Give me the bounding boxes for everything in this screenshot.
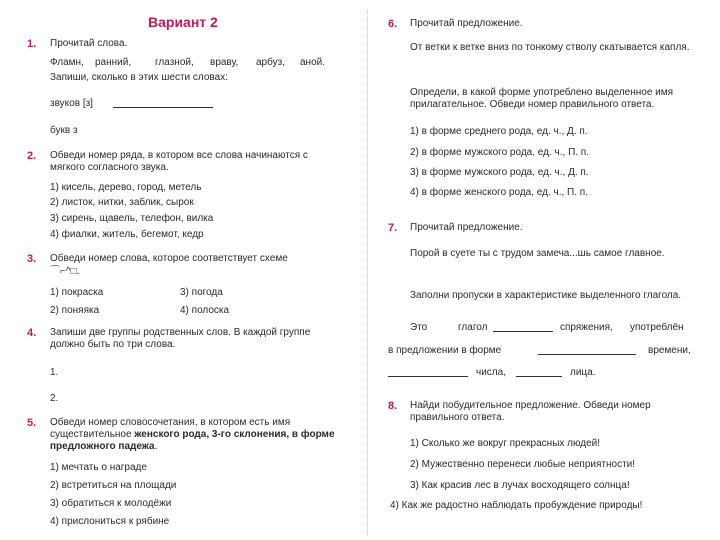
q7-text: Это [410, 322, 428, 333]
q5-bold-text: женского рода, 3-го склонения, [134, 429, 290, 440]
q5-option[interactable]: 3) обратиться к молодёжи [50, 498, 172, 509]
q3-option[interactable]: 1) покраска [50, 287, 104, 298]
q1-word: враву, [210, 57, 239, 68]
q5-text: Обведи номер словосочетания, в котором есть имя существительное [50, 417, 291, 440]
q2-option[interactable]: 3) сирень, щавель, телефон, вилка [50, 213, 214, 224]
q3-option[interactable]: 4) полоска [180, 305, 230, 316]
q5-number: 5. [27, 417, 37, 429]
q7-blank[interactable] [516, 376, 562, 377]
q8-option[interactable]: 2) Мужественно перенеси любые неприятности! [410, 459, 636, 470]
q7-text: глагол [458, 322, 488, 333]
q6-sentence: От ветки к ветке вниз по тонкому стволу скатывается капля. [410, 42, 690, 53]
q8-option[interactable]: 3) Как красив лес в лучах восходящего солнца! [410, 480, 630, 491]
q5-bold-text-2: в форме предложного падежа [50, 429, 335, 452]
q3-option[interactable]: 2) поняяка [50, 305, 100, 316]
q4-group-2: 2. [50, 393, 59, 404]
q7-text: в предложении в форме [388, 345, 502, 356]
q6-option[interactable]: 4) в форме женского рода, ед. ч., П. п. [410, 187, 588, 198]
q5-instruction [50, 417, 335, 453]
q7-blank[interactable] [493, 331, 553, 332]
q1-word: ранний, [95, 57, 132, 68]
q7-blank[interactable] [538, 354, 636, 355]
q8-number: 8. [388, 400, 398, 412]
q7-task: Заполни пропуски в характеристике выделенного глагола. [410, 290, 682, 301]
q7-text: времени, [648, 345, 691, 356]
q2-instruction: Обведи номер ряда, в котором все слова начинаются с мягкого согласного звука. [50, 150, 308, 173]
q1-letters-label: букв з [50, 125, 78, 136]
q6-option[interactable]: 1) в форме среднего рода, ед. ч., Д. п. [410, 126, 588, 137]
q7-text: числа, [476, 367, 506, 378]
q6-option[interactable]: 3) в форме мужского рода, ед. ч., Д. п. [410, 167, 589, 178]
q5-option[interactable]: 4) прислониться к рябине [50, 516, 170, 527]
q2-option[interactable]: 4) фиалки, житель, бегемот, кедр [50, 229, 204, 240]
q7-sentence: Порой в суете ты с трудом замеча...шь самое главное. [410, 248, 665, 259]
q1-word: арбуз, [256, 57, 285, 68]
q4-instruction: Запиши две группы родственных слов. В каждой группе должно быть по три слова. [50, 327, 311, 350]
q2-option[interactable]: 2) листок, нитки, заблик, сырок [50, 197, 194, 208]
q1-count-instruction: Запиши, сколько в этих шести словах: [50, 72, 228, 83]
q3-instruction: Обведи номер слова, которое соответствует схеме [50, 253, 288, 264]
q6-intro: Прочитай предложение. [410, 18, 523, 29]
q6-task: Определи, в какой форме употреблено выделенное имя прилагательное. Обведи номер правильного ответа. [410, 87, 674, 110]
q3-scheme: ⌒⌐^□. [50, 266, 80, 277]
q1-sounds-label: звуков [з] [50, 98, 93, 109]
q8-instruction: Найди побудительное предложение. Обведи номер правильного ответа. [410, 400, 651, 423]
q3-number: 3. [27, 253, 37, 265]
q7-intro: Прочитай предложение. [410, 222, 523, 233]
q8-option[interactable]: 1) Сколько же вокруг прекрасных людей! [410, 438, 601, 449]
q5-dot: . [154, 441, 158, 452]
q6-number: 6. [388, 18, 398, 30]
q6-option[interactable]: 2) в форме мужского рода, ед. ч., П. п. [410, 147, 590, 158]
q3-option[interactable]: 3) погода [180, 287, 223, 298]
variant-title: Вариант 2 [148, 14, 218, 30]
q7-text: употреблён [630, 322, 684, 333]
q1-word: Фламн, [50, 57, 84, 68]
q7-text: спряжения, [560, 322, 613, 333]
q8-option[interactable]: 4) Как же радостно наблюдать пробуждение природы! [390, 500, 643, 511]
q2-option[interactable]: 1) кисель, дерево, город, метель [50, 182, 202, 193]
q1-instruction: Прочитай слова. [50, 38, 128, 49]
q5-option[interactable]: 1) мечтать о награде [50, 462, 147, 473]
q2-number: 2. [27, 150, 37, 162]
column-divider [367, 10, 368, 535]
q1-number: 1. [27, 38, 37, 50]
q1-word: аной. [300, 57, 326, 68]
q1-word: глазной, [155, 57, 194, 68]
q7-number: 7. [388, 222, 398, 234]
q4-group-1: 1. [50, 367, 59, 378]
q1-sounds-answer-line[interactable] [113, 107, 213, 108]
q7-text: лица. [570, 367, 596, 378]
q4-number: 4. [27, 327, 37, 339]
q7-blank[interactable] [388, 376, 468, 377]
q5-option[interactable]: 2) встретиться на площади [50, 480, 177, 491]
